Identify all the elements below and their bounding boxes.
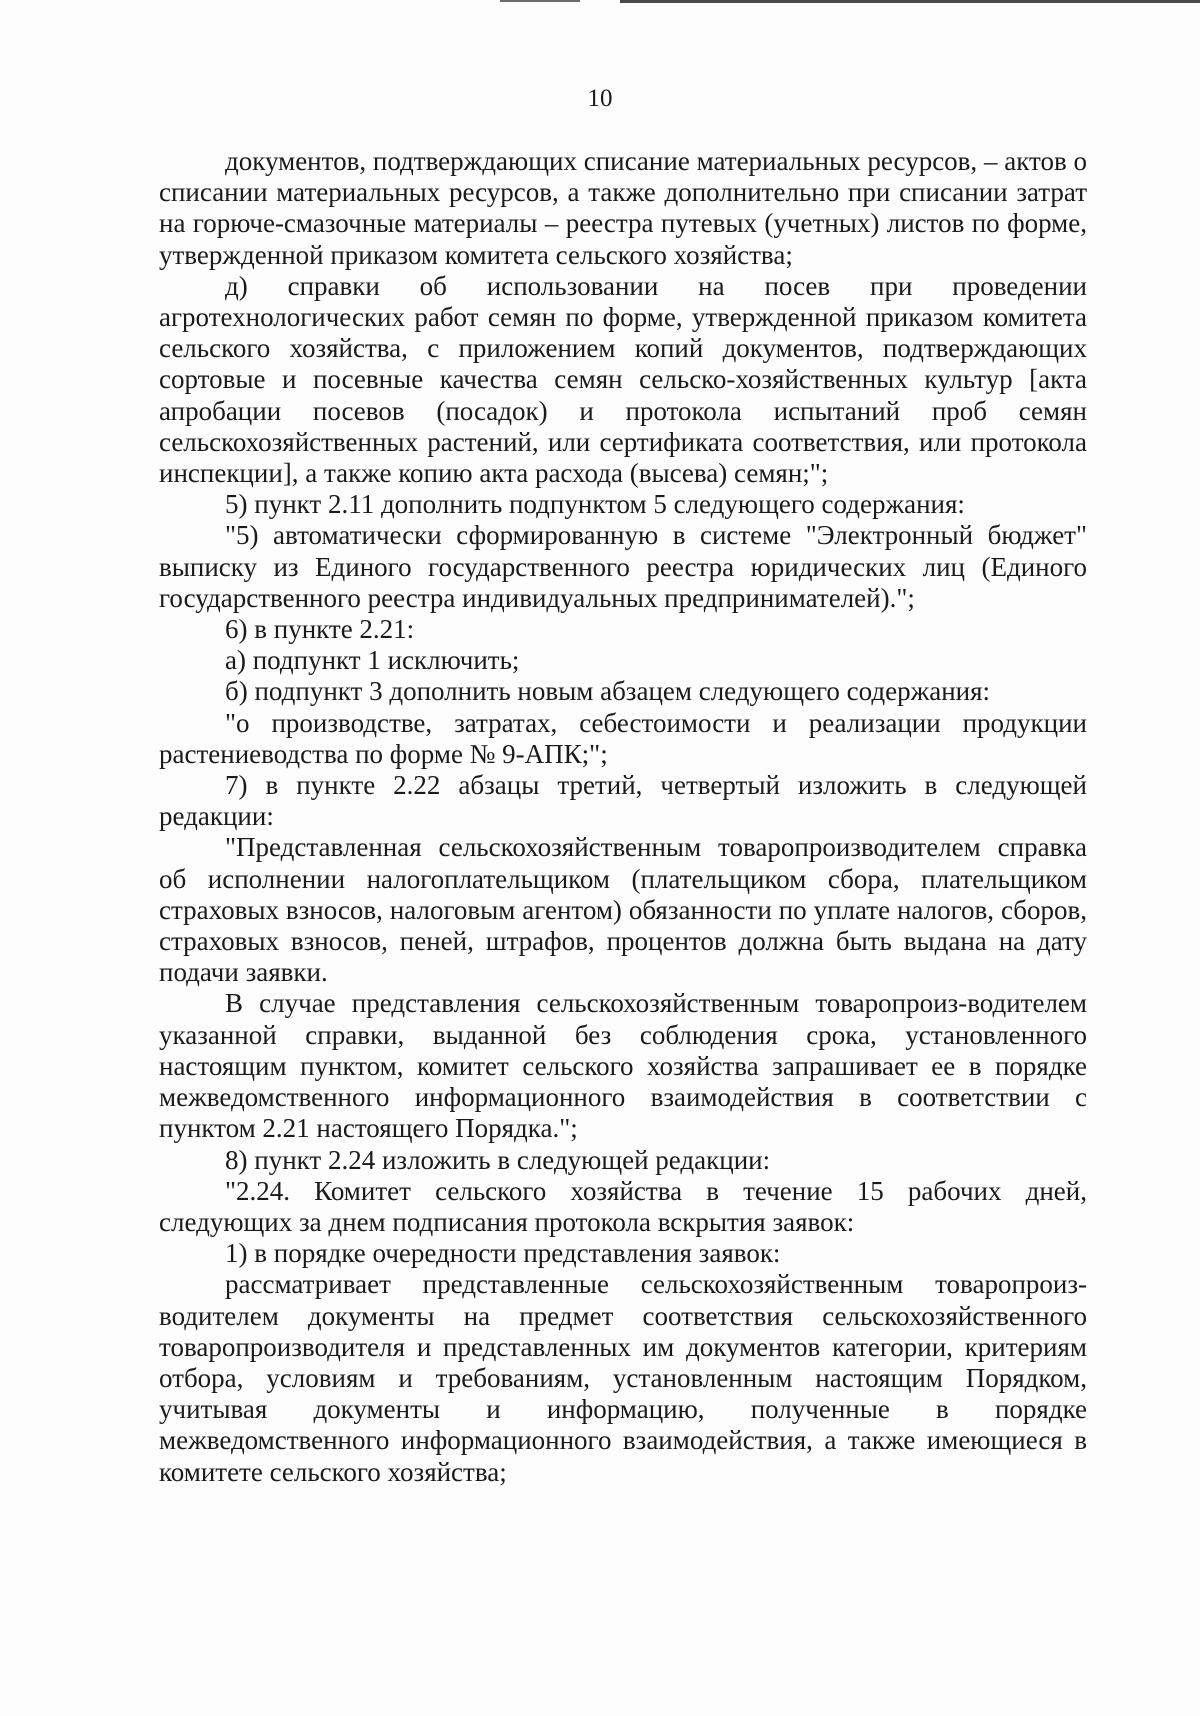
paragraph: 5) пункт 2.11 дополнить подпунктом 5 следующего содержания:	[225, 489, 965, 520]
paragraph: документов, подтверждающих списание материальных ресурсов, – актов о списании материальных ресурсов, а также дополнительно при списании затрат на горюче-смазочные материалы – реестра путевых (учетных) листов по форме, утвержденной приказом комитета сельского хозяйства;	[159, 146, 1087, 270]
page-number: 10	[587, 85, 613, 112]
paragraph: "Представленная сельскохозяйственным товаропроизводителем справка об исполнении налогоплательщиком (плательщиком сбора, плательщиком страховых взносов, налоговым агентом) обязанности по уплате налогов, сборов, страховых взносов, пеней, штрафов, процентов должна быть выдана на дату подачи заявки.	[159, 832, 1087, 988]
paragraph: В случае представления сельскохозяйственным товаропроиз-водителем указанной справки, выданной без соблюдения срока, установленного настоящим пунктом, комитет сельского хозяйства запрашивает ее в порядке межведомственного информационного взаимодействия в соответствии с пунктом 2.21 настоящего Порядка.";	[159, 988, 1087, 1144]
paragraph: 6) в пункте 2.21:	[225, 614, 415, 645]
paragraph: а) подпункт 1 исключить;	[225, 645, 520, 676]
top-edge-line	[620, 0, 1200, 3]
paragraph: "2.24. Комитет сельского хозяйства в течение 15 рабочих дней, следующих за днем подписания протокола вскрытия заявок:	[159, 1175, 1087, 1237]
paragraph: 8) пункт 2.24 изложить в следующей редакции:	[225, 1144, 771, 1175]
paragraph: рассматривает представленные сельскохозяйственным товаропроиз-водителем документы на предмет соответствия сельскохозяйственного товаропроизводителя и представленных им документов категории, критериям отбора, условиям и требованиям, установленным настоящим Порядком, учитывая документы и информацию, полученные в порядке межведомственного информационного взаимодействия, а также имеющиеся в комитете сельского хозяйства;	[159, 1269, 1087, 1487]
paragraph: д) справки об использовании на посев при проведении агротехнологических работ семян по форме, утвержденной приказом комитета сельского хозяйства, с приложением копий документов, подтверждающих сортовые и посевные качества семян сельско-хозяйственных культур [акта апробации посевов (посадок) и протокола испытаний проб семян сельскохозяйственных растений, или сертификата соответствия, или протокола инспекции], а также копию акта расхода (высева) семян;";	[159, 270, 1087, 489]
paragraph: "5) автоматически сформированную в системе "Электронный бюджет" выписку из Единого государственного реестра юридических лиц (Единого государственного реестра индивидуальных предпринимателей).";	[159, 520, 1087, 613]
paragraph: б) подпункт 3 дополнить новым абзацем следующего содержания:	[225, 676, 991, 707]
document-body	[159, 146, 1087, 1488]
paragraph: 1) в порядке очередности представления заявок:	[225, 1238, 781, 1269]
paragraph: "о производстве, затратах, себестоимости и реализации продукции растениеводства по форме № 9-АПК;";	[159, 707, 1087, 769]
paragraph: 7) в пункте 2.22 абзацы третий, четвертый изложить в следующей редакции:	[159, 770, 1087, 832]
top-edge-line	[500, 0, 580, 2]
